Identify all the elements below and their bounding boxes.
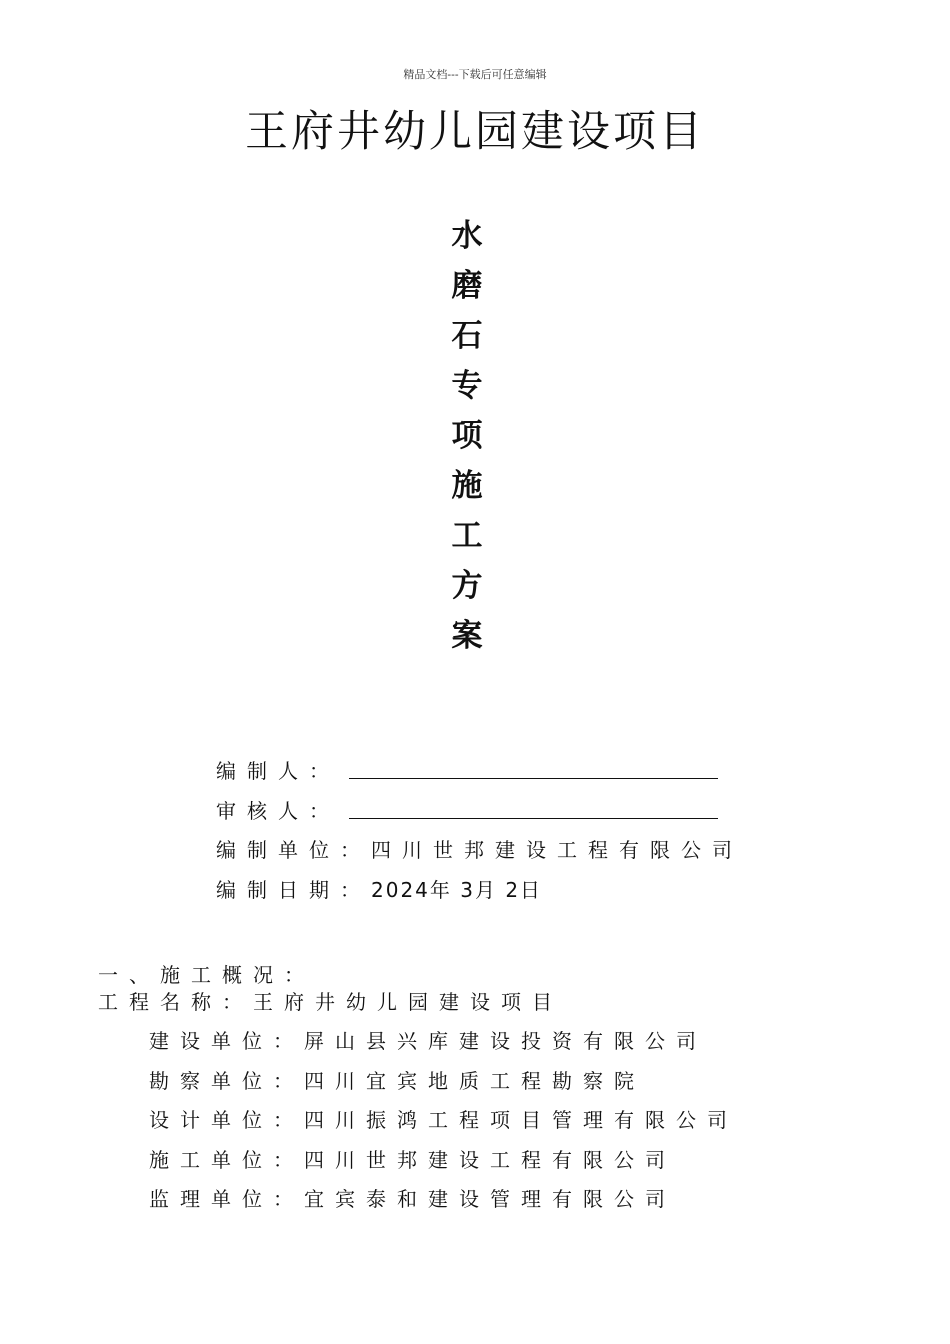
title-char: 水 <box>451 218 483 254</box>
list-item <box>149 1062 878 1102</box>
compiler-label: 编制人： <box>216 759 340 783</box>
section-heading: 一、施工概况： <box>98 963 315 987</box>
project-label: 工程名称： <box>98 990 253 1014</box>
party-value: 四川振鸿工程项目管理有限公司 <box>304 1108 738 1133</box>
title-char: 案 <box>451 618 483 654</box>
unit-row <box>216 831 856 871</box>
overview-section <box>98 962 878 1220</box>
date-label: 编制日期： <box>216 877 371 902</box>
title-char: 磨 <box>451 268 483 304</box>
party-value: 屏山县兴库建设投资有限公司 <box>304 1029 707 1053</box>
party-label: 建设单位： <box>149 1029 304 1053</box>
reviewer-label: 审核人： <box>216 798 340 823</box>
title-char: 项 <box>451 418 483 454</box>
compiler-signature-line <box>349 778 718 779</box>
date-row <box>216 871 856 911</box>
project-name-row <box>98 989 878 1016</box>
reviewer-row <box>216 792 856 832</box>
title-char: 石 <box>451 318 483 354</box>
party-label: 勘察单位： <box>149 1068 304 1093</box>
party-value: 宜宾泰和建设管理有限公司 <box>304 1187 676 1212</box>
unit-label: 编制单位： <box>216 838 371 862</box>
compiler-row <box>216 752 856 792</box>
title-char: 施 <box>451 468 483 504</box>
party-label: 施工单位： <box>149 1147 304 1172</box>
reviewer-signature-line <box>349 818 718 819</box>
title-char: 方 <box>451 568 483 604</box>
unit-value: 四川世邦建设工程有限公司 <box>371 838 743 862</box>
party-label: 设计单位： <box>149 1108 304 1133</box>
party-value: 四川世邦建设工程有限公司 <box>304 1147 676 1172</box>
document-title-vertical <box>445 211 489 661</box>
page-title: 王府井幼儿园建设项目 <box>245 107 705 157</box>
list-item <box>149 1141 878 1181</box>
header-note: 精品文档---下载后可任意编辑 <box>403 68 547 81</box>
list-item <box>149 1180 878 1220</box>
date-value: 2024年 3月 2日 <box>371 877 543 902</box>
project-value: 王府井幼儿园建设项目 <box>253 990 563 1014</box>
signoff-block <box>216 752 856 910</box>
party-label: 监理单位： <box>149 1187 304 1212</box>
list-item <box>149 1022 878 1062</box>
title-char: 工 <box>451 518 483 554</box>
party-value: 四川宜宾地质工程勘察院 <box>304 1068 645 1093</box>
list-item <box>149 1101 878 1141</box>
parties-list <box>98 1022 878 1220</box>
title-char: 专 <box>451 368 483 404</box>
